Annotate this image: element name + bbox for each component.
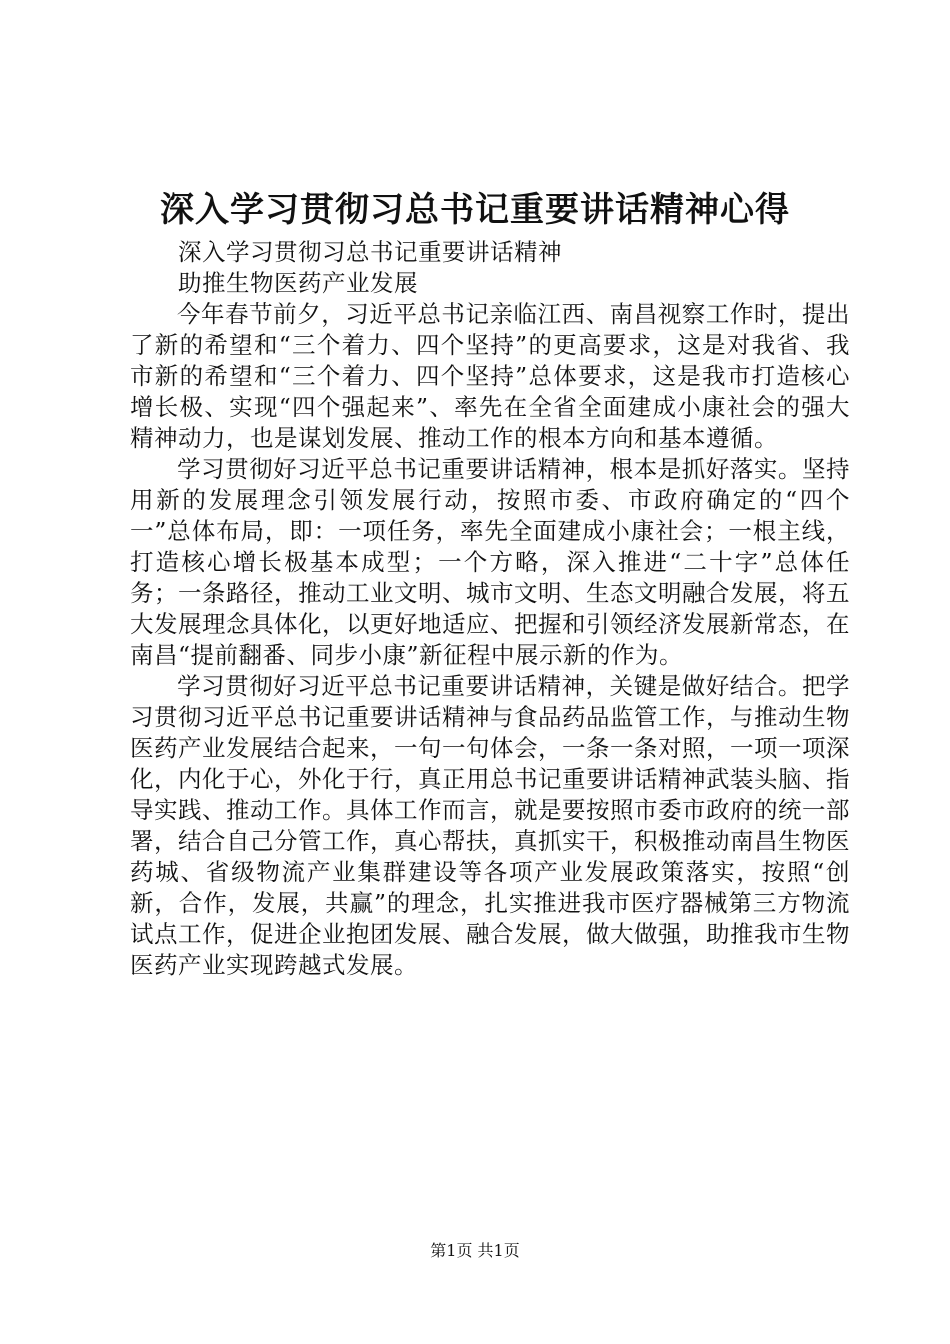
subtitle-line-2: 助推生物医药产业发展: [178, 269, 418, 297]
paragraph-2: 学习贯彻好习近平总书记重要讲话精神，根本是抓好落实。坚持用新的发展理念引领发展行动，按照市委、市政府确定的“四个一”总体布局，即：一项任务，率先全面建成小康社会；一根主线，打造核心增长极基本成型；一个方略，深入推进“二十字”总体任务；一条路径，推动工业文明、城市文明、生态文明融合发展，将五大发展理念具体化，以更好地适应、把握和引领经济发展新常态，在南昌“提前翻番、同步小康”新征程中展示新的作为。: [130, 455, 850, 669]
document-body: [130, 237, 850, 981]
paragraph-3: 学习贯彻好习近平总书记重要讲话精神，关键是做好结合。把学习贯彻习近平总书记重要讲话精神与食品药品监管工作，与推动生物医药产业发展结合起来，一句一句体会，一条一条对照，一项一项深化，内化于心，外化于行，真正用总书记重要讲话精神武装头脑、指导实践、推动工作。具体工作而言，就是要按照市委市政府的统一部署，结合自己分管工作，真心帮扶，真抓实干，积极推动南昌生物医药城、省级物流产业集群建设等各项产业发展政策落实，按照“创新，合作，发展，共赢”的理念，扎实推进我市医疗器械第三方物流试点工作，促进企业抱团发展、融合发展，做大做强，助推我市生物医药产业实现跨越式发展。: [130, 672, 850, 979]
paragraph-1: 今年春节前夕，习近平总书记亲临江西、南昌视察工作时，提出了新的希望和“三个着力、四个坚持”的更高要求，这是对我省、我市新的希望和“三个着力、四个坚持”总体要求，这是我市打造核心增长极、实现“四个强起来”、率先在全省全面建成小康社会的强大精神动力，也是谋划发展、推动工作的根本方向和基本遵循。: [130, 300, 850, 452]
subtitle-line-1: 深入学习贯彻习总书记重要讲话精神: [178, 238, 562, 266]
page-footer: 第1页 共1页: [430, 1241, 520, 1260]
document-title: 深入学习贯彻习总书记重要讲话精神心得: [160, 190, 790, 230]
